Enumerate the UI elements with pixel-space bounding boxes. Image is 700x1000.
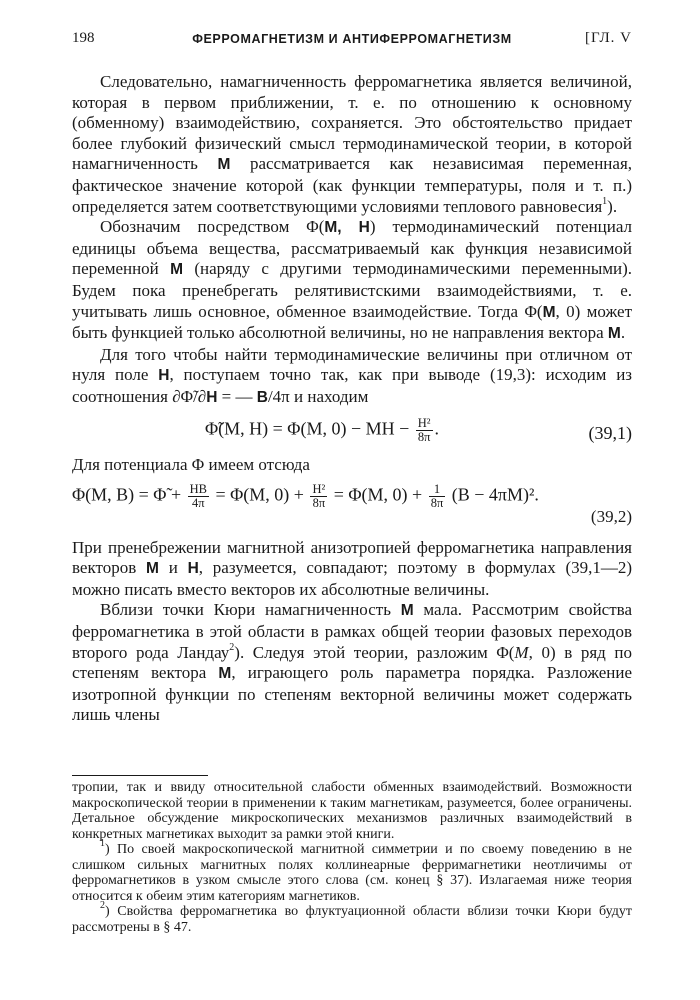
footnotes (72, 780, 632, 935)
running-title: ФЕРРОМАГНЕТИЗМ И АНТИФЕРРОМАГНЕТИЗМ (192, 32, 512, 46)
paragraph-6: Вблизи точки Кюри намагниченность M мала. Рассмотрим свойства ферромагнетика в этой области в рамках общей теории фазовых переходов второго рода Ландау$^2$). Следуя этой теории, разложим Φ(M, 0) в ряд по степеням вектора M, играющего роль параметра порядка. Разложение изотропной функции по степеням векторной величины может содержать лишь члены (72, 600, 632, 725)
vector-symbol: M (217, 156, 231, 174)
footnote-separator (72, 775, 208, 776)
equation-number: (39,2) (590, 507, 632, 527)
footnote-ref: 2 (229, 642, 235, 653)
paragraph-2: Обозначим посредством Φ(M, H) термодинамический потенциал единицы объема вещества, рассматриваемый как функция независимой переменной M (наряду с другими термодинамическими переменными). Будем пока пренебрегать релятивистскими взаимодействиями, т. е. учитывать лишь основное, обменное взаимодействие. Тогда Φ(M, 0) может быть функцией только абсолютной величины, но не направления вектора M. (72, 217, 633, 343)
eq1-fraction: $\frac{\text{H²}}{8\pi}$ (417, 415, 431, 444)
eq1-lhs: Φ̃(M, H) (205, 418, 269, 439)
chapter-marker: [ГЛ. V (584, 30, 632, 46)
page-number: 198 (72, 30, 95, 46)
paragraph-3: Для того чтобы найти термодинамические величины при отличном от нуля поле H, поступаем точно так, как при выводе (19,3): исходим из соотношения ∂Φ̃/∂H = — B/4π и находим (72, 344, 633, 406)
equation-39-1: Φ̃(M, H) = Φ(M, 0) − MH − $\frac{\text{H²}}{8\pi}$ . (39,1) (205, 415, 632, 444)
footnote-continuation: тропии, так и ввиду относительной слабости обменных взаимодействий. Возможности макроскопической теории в применении к таким магнетикам, разумеется, более ограничены. Детальное обсуждение микроскопических механизмов различных взаимодействий в конкретных магнетиках выходит за рамки этой книги. (72, 780, 632, 842)
footnote-2: $^2$) Свойства ферромагнетика во флуктуационной области вблизи точки Кюри будут рассмотрены в § 47. (72, 900, 632, 935)
equation-39-2: Φ(M, B) = Φ̃ + $\frac{HB}{4\pi}$ = Φ(M, 0) + $\frac{\text{H²}}{8\pi}$ = Φ(M, 0) + $\frac{1}{8\pi}$ (B − 4πM)². (72, 482, 539, 511)
paragraph-4: Для потенциала Φ имеем отсюда (72, 454, 310, 474)
equation-number: (39,1) (588, 422, 632, 443)
footnote-ref: 1 (602, 195, 608, 207)
paragraph-1: Следовательно, намагниченность ферромагнетика является величиной, которая в первом приближении, т. е. по отношению к основному (обменному) взаимодействию, сохраняется. Это обстоятельство придает более глубокий физический смысл термодинамической теории, в которой намагниченность M рассматривается как независимая переменная, фактическое значение которой (как функции температуры, поля и т. п.) определяется затем соответствующими условиями теплового равновесия$^1$). (72, 72, 633, 216)
paragraph-5: При пренебрежении магнитной анизотропией ферромагнетика направления векторов M и H, разумеется, совпадают; поэтому в формулах (39,1—2) можно писать вместо векторов их абсолютные величины. (72, 537, 633, 599)
main-text (72, 72, 632, 726)
footnote-1: $^1$) По своей макроскопической магнитной симметрии и по своему поведению в не слишком сильных магнитных полях коллинеарные ферримагнетики неотличимы от ферромагнетиков в узком смысле этого слова (см. конец § 37). Излагаемая ниже теория относится к обеим этим категориям магнетиков. (72, 838, 632, 904)
running-header (72, 30, 632, 52)
